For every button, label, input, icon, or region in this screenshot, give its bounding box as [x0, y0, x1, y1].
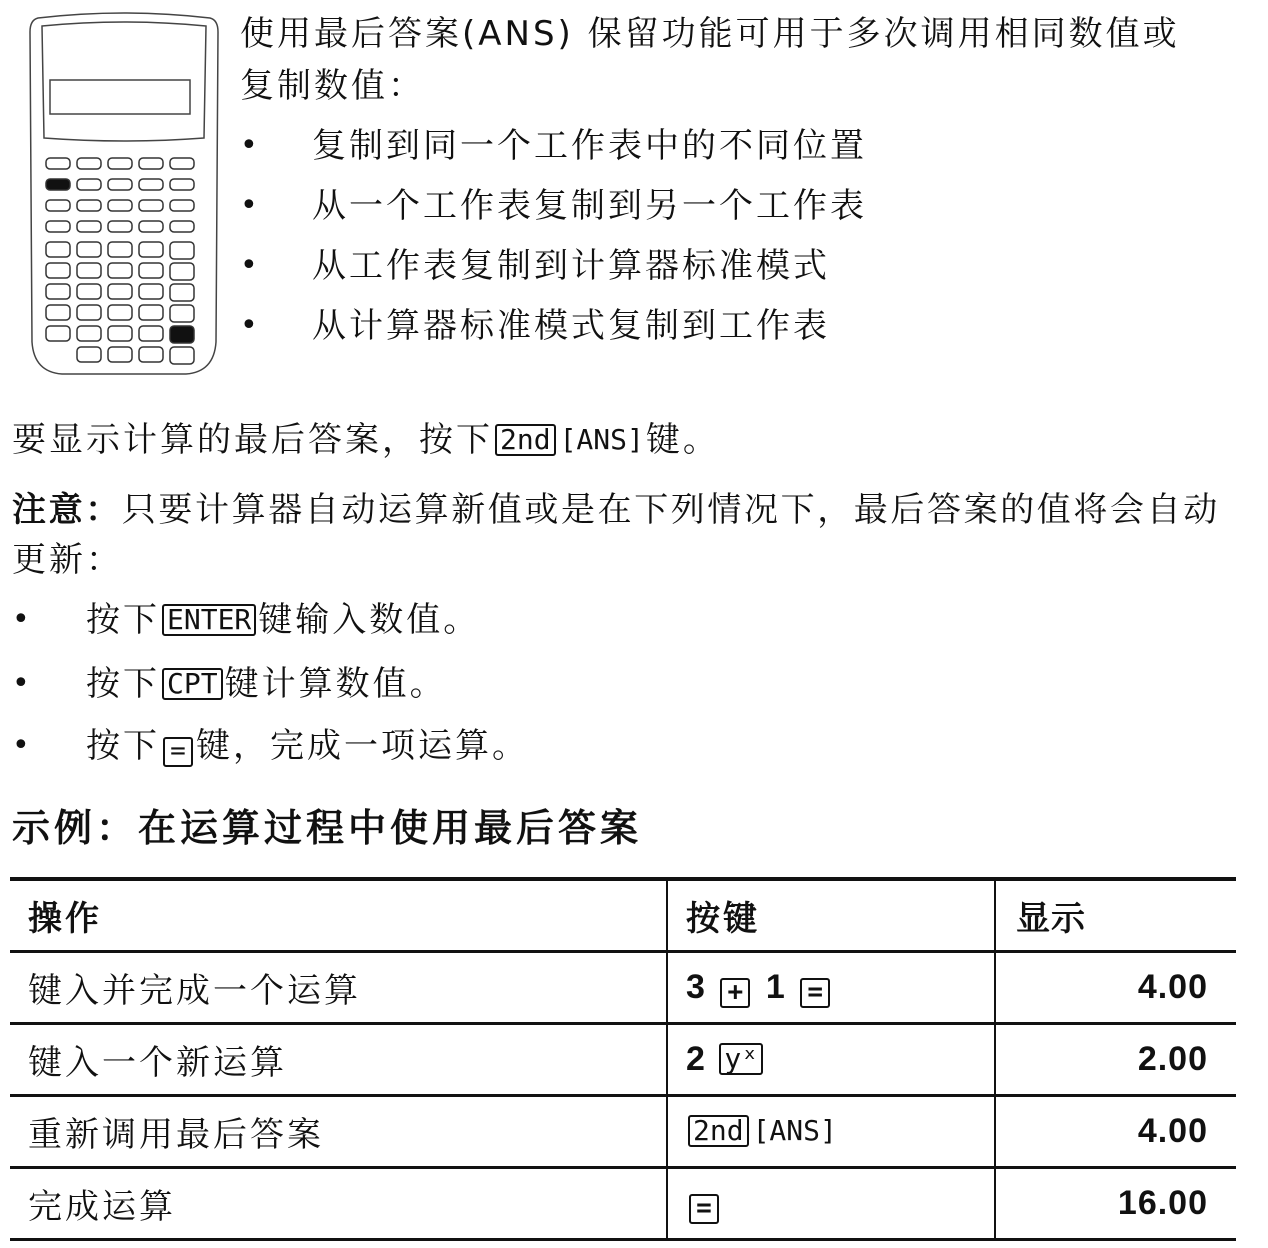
header-action: 操作: [10, 879, 667, 952]
intro-bullet-2: 从一个工作表复制到另一个工作表: [312, 186, 867, 226]
calculator-key-icon: [46, 179, 70, 190]
note-item-text: 键，完成一项运算。: [196, 726, 529, 766]
ans-key: [ANS]: [752, 1114, 837, 1147]
table-row: [10, 1168, 1236, 1240]
equals-key: =: [163, 737, 193, 767]
table-row: [10, 1096, 1236, 1168]
ans-key: [ANS]: [559, 423, 644, 456]
power-key: yˣ: [719, 1043, 763, 1075]
row-action: 重新调用最后答案: [10, 1096, 667, 1168]
digit-key: 2: [686, 1040, 705, 1078]
bullet-dot: •: [12, 602, 30, 637]
digit-key: 1: [765, 967, 785, 1006]
bullet-dot: •: [240, 188, 258, 223]
row-display: 4.00: [995, 952, 1236, 1024]
bullet-dot: •: [12, 666, 30, 701]
note-label: 注意：: [12, 490, 122, 530]
note-item-text: 按下: [86, 664, 160, 704]
display-text-after: 键。: [645, 420, 720, 460]
row-display: 2.00: [995, 1024, 1236, 1096]
2nd-key: 2nd: [688, 1115, 749, 1147]
equals-key: =: [689, 1194, 719, 1224]
header-keys: 按键: [667, 879, 995, 952]
display-text-before: 要显示计算的最后答案，按下: [12, 420, 493, 460]
header-display: 显示: [995, 879, 1236, 952]
intro-bullet-1: 复制到同一个工作表中的不同位置: [312, 126, 867, 166]
equals-key: =: [800, 978, 830, 1008]
intro-line-1: 使用最后答案(ANS) 保留功能可用于多次调用相同数值或: [240, 14, 1180, 54]
note-item-2: [86, 662, 447, 706]
intro-bullet-3: 从工作表复制到计算器标准模式: [312, 246, 830, 286]
row-action: 完成运算: [10, 1168, 667, 1240]
row-keys: [667, 1024, 995, 1096]
example-heading: 示例：在运算过程中使用最后答案: [12, 806, 643, 850]
table-row: [10, 1024, 1236, 1096]
note-item-3: [86, 724, 529, 768]
example-table: [10, 877, 1236, 1241]
calculator-key-icon: [170, 326, 194, 343]
row-keys: [667, 952, 995, 1024]
plus-key: +: [720, 978, 750, 1008]
intro-bullet-4: 从计算器标准模式复制到工作表: [312, 306, 830, 346]
bullet-dot: •: [240, 308, 258, 343]
bullet-dot: •: [240, 128, 258, 163]
table-header-row: [10, 879, 1236, 952]
intro-line-2: 复制数值：: [240, 66, 425, 106]
calculator-illustration: [26, 12, 222, 380]
row-display: 16.00: [995, 1168, 1236, 1240]
note-item-text: 键输入数值。: [258, 600, 481, 640]
note-item-text: 按下: [86, 600, 160, 640]
note-line-2: 更新：: [12, 540, 123, 580]
display-last-answer-paragraph: [12, 418, 720, 462]
row-action: 键入并完成一个运算: [10, 952, 667, 1024]
digit-key: 3: [686, 967, 705, 1006]
cpt-key: CPT: [162, 668, 223, 700]
note-text: 只要计算器自动运算新值或是在下列情况下，最后答案的值将会自动: [121, 490, 1220, 530]
table-row: [10, 952, 1236, 1024]
row-keys: [667, 1168, 995, 1240]
row-display: 4.00: [995, 1096, 1236, 1168]
row-action: 键入一个新运算: [10, 1024, 667, 1096]
bullet-dot: •: [240, 248, 258, 283]
2nd-key: 2nd: [495, 424, 556, 456]
note-line-1: [12, 488, 1220, 532]
enter-key: ENTER: [162, 604, 256, 636]
bullet-dot: •: [12, 728, 30, 763]
note-item-text: 按下: [86, 726, 160, 766]
note-item-1: [86, 598, 480, 642]
row-keys: [667, 1096, 995, 1168]
note-item-text: 键计算数值。: [224, 664, 447, 704]
